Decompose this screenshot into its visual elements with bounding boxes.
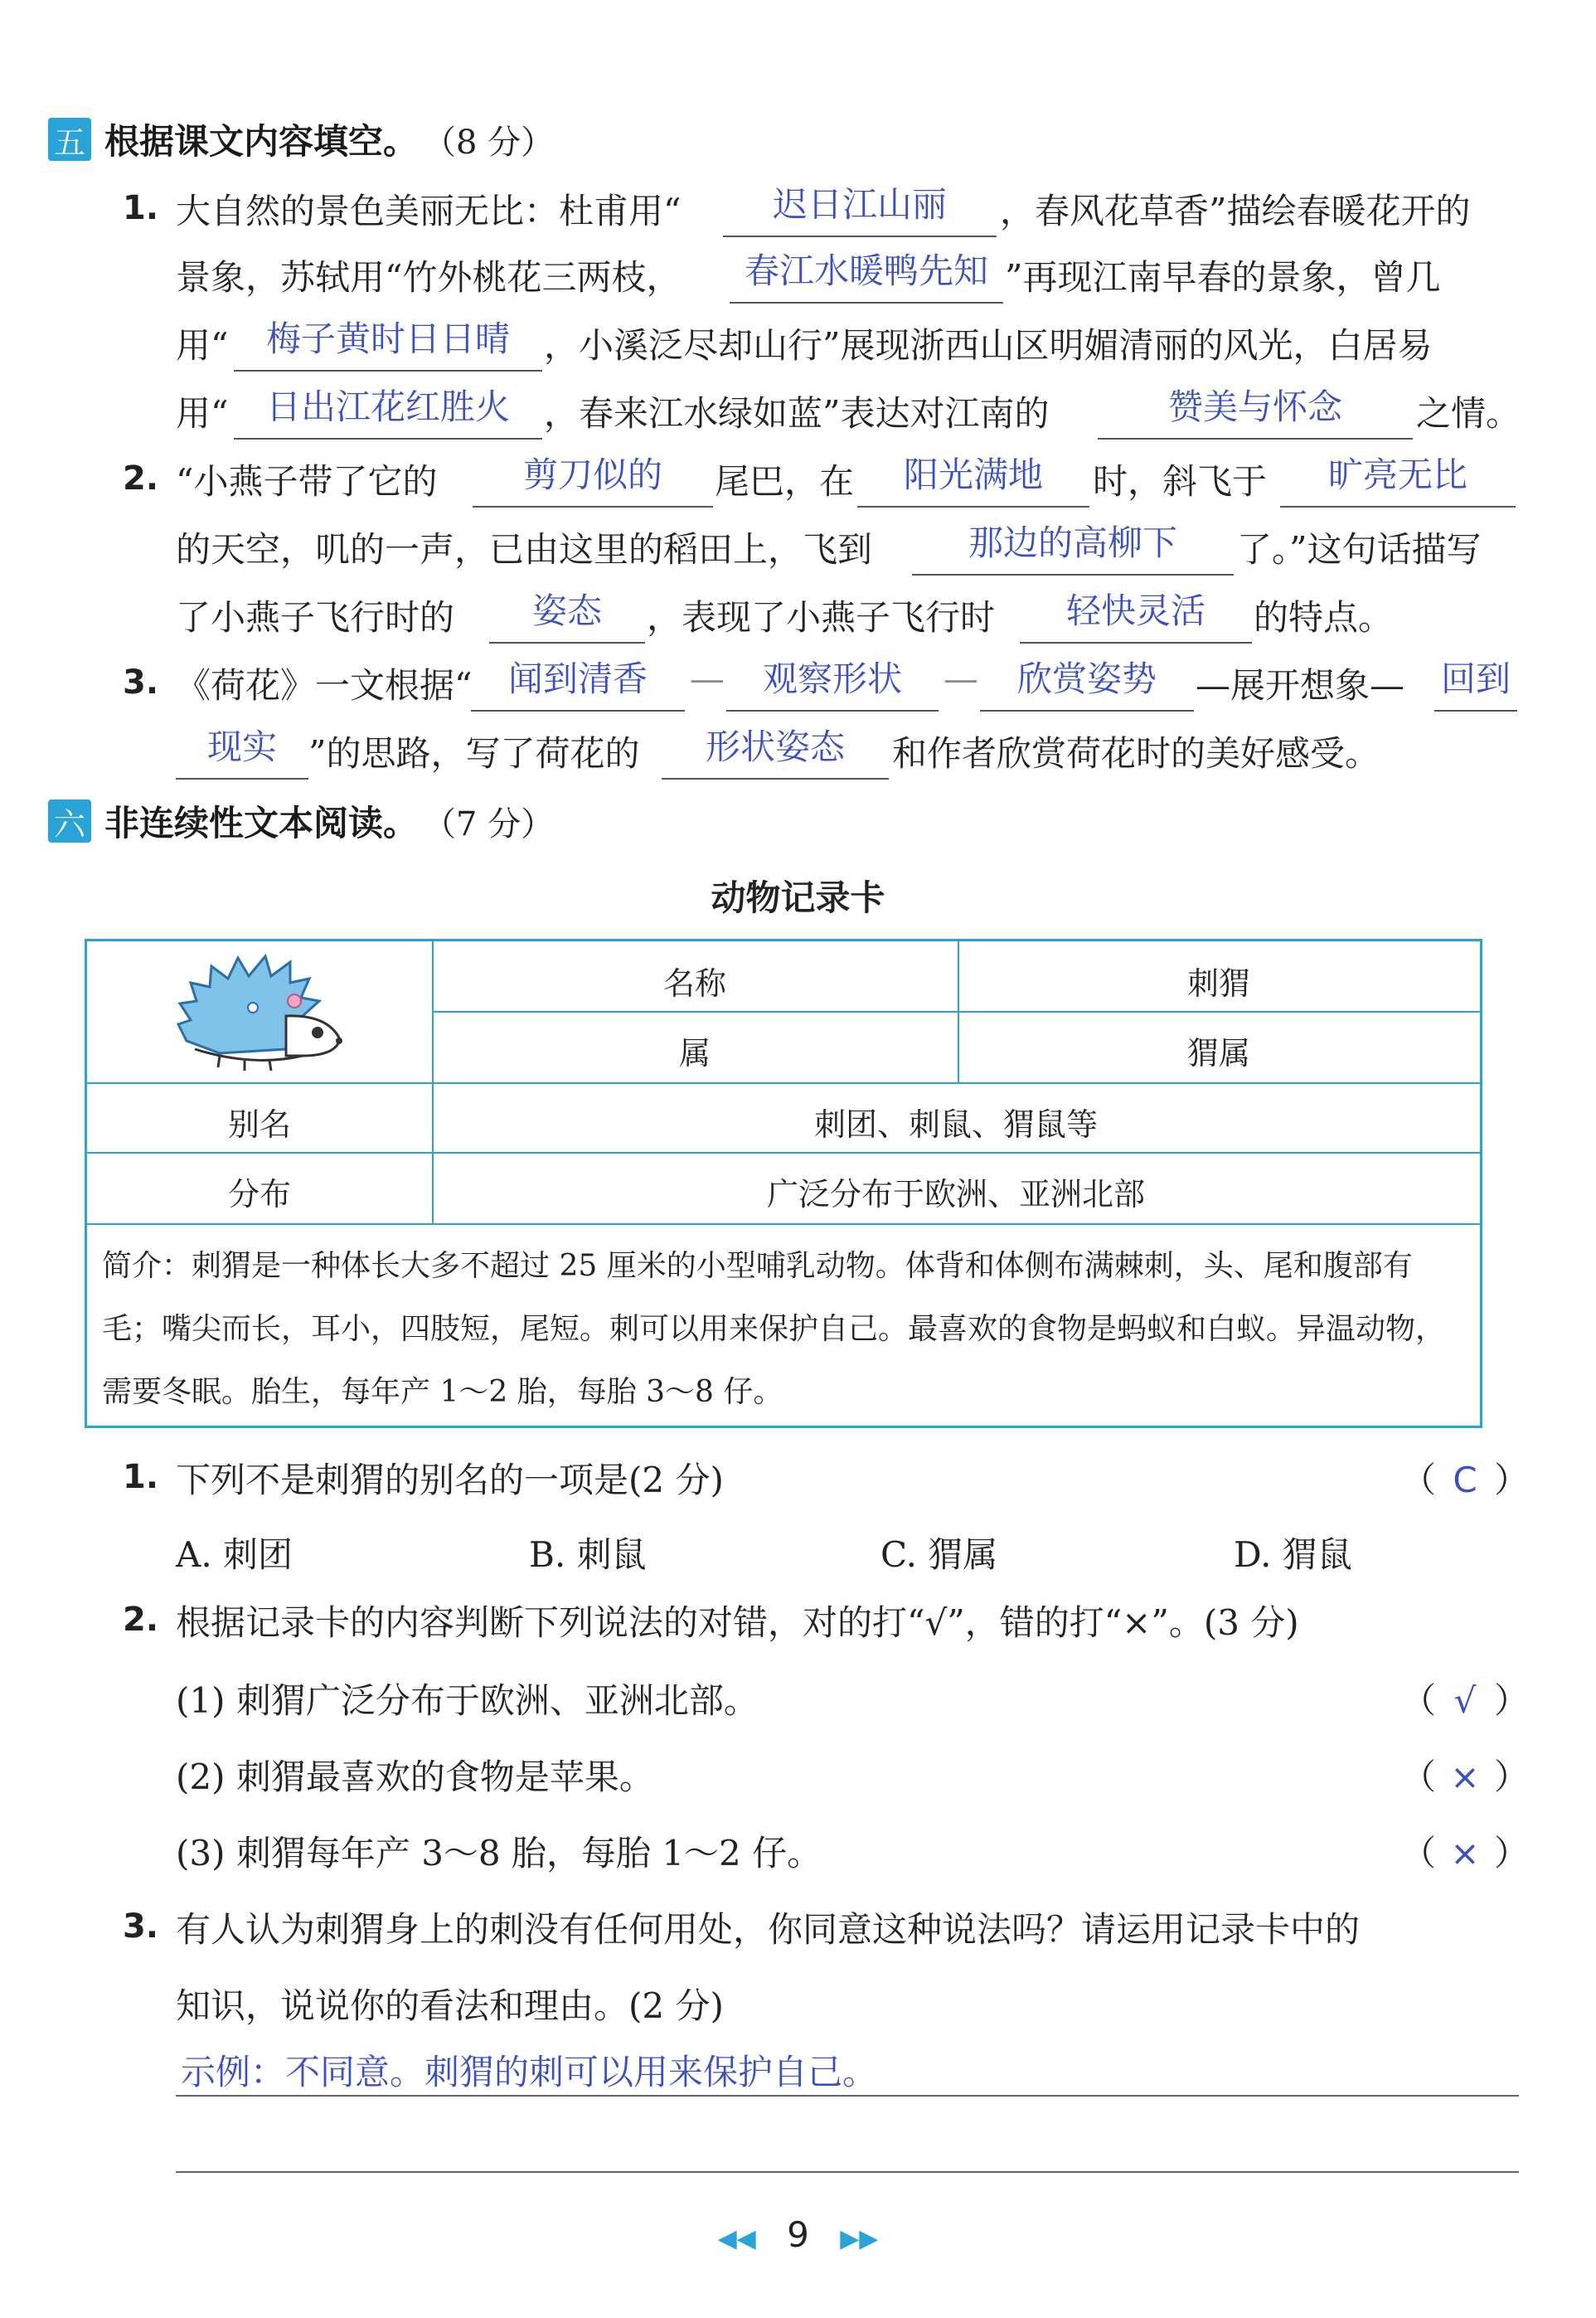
- answer-blank[interactable]: [723, 182, 997, 237]
- answer-blank[interactable]: [234, 317, 542, 372]
- section-5-title: 根据课文内容填空。: [104, 121, 419, 162]
- option-a: A. 刺团: [176, 1534, 293, 1575]
- record-card-title: 动物记录卡: [711, 877, 885, 918]
- answer-line-2: [176, 2171, 1519, 2173]
- answer-line-1: [176, 2095, 1519, 2097]
- section-5-heading: [48, 116, 554, 163]
- label-genus: 属: [678, 1035, 711, 1072]
- section-6-badge: 六: [48, 799, 91, 843]
- handwritten-answer: 欣赏姿势: [1016, 658, 1157, 699]
- prev-arrows-icon: ◀◀: [717, 2224, 756, 2253]
- text: 用“: [176, 393, 229, 434]
- text: ，春风花草香”描绘春暖花开的: [1000, 191, 1471, 231]
- handwritten-answer: 那边的高柳下: [968, 522, 1177, 563]
- text: ，表现了小燕子飞行时: [647, 597, 996, 638]
- answer-blank[interactable]: [1098, 385, 1413, 440]
- paren-open: （: [1401, 1460, 1437, 1500]
- answer-blank[interactable]: [1434, 657, 1517, 712]
- answer-blank[interactable]: [980, 657, 1194, 712]
- handwritten-answer: ×: [1450, 1757, 1480, 1797]
- text: 了。”这句话描写: [1237, 529, 1482, 570]
- question-text-line-2: 知识，说说你的看法和理由。(2 分): [176, 1985, 724, 2026]
- grid-line: [87, 1082, 1480, 1084]
- text: 尾巴，在: [715, 461, 855, 502]
- section-5-score: （8 分）: [423, 123, 555, 162]
- handwritten-answer: 剪刀似的: [522, 454, 662, 495]
- handwritten-answer: 梅子黄时日日晴: [265, 318, 510, 359]
- text: ”再现江南早春的景象，曾几: [1005, 257, 1441, 298]
- option-b: B. 刺鼠: [529, 1534, 647, 1575]
- answer-blank[interactable]: [662, 725, 889, 780]
- answer-paren[interactable]: [1401, 1674, 1529, 1723]
- answer-blank[interactable]: [730, 249, 1003, 304]
- question-number: 3.: [123, 1907, 159, 1946]
- answer-blank[interactable]: [857, 453, 1089, 508]
- question-number: 1.: [123, 1458, 159, 1496]
- question-text-line-1: 有人认为刺猬身上的刺没有任何用处，你同意这种说法吗？请运用记录卡中的: [176, 1909, 1361, 1950]
- question-number: 1.: [123, 189, 159, 227]
- next-arrows-icon: ▶▶: [840, 2224, 879, 2253]
- handwritten-answer: 回到: [1440, 658, 1511, 699]
- value-name: 刺猬: [1186, 965, 1250, 1002]
- handwritten-answer: 轻快灵活: [1065, 590, 1205, 631]
- value-genus: 猬属: [1186, 1035, 1250, 1072]
- section-6-score: （7 分）: [423, 804, 555, 843]
- paren-open: （: [1401, 1680, 1437, 1721]
- card-intro: 简介：刺猬是一种体长大多不超过 25 厘米的小型哺乳动物。体背和体侧布满棘刺，头、尾和腹部有毛；嘴尖而长，耳小，四肢短，尾短。刺可以用来保护自己。最喜欢的食物是蚂蚁和白蚁。异温动物，需要冬眠。胎生，每年产 1～2 胎，每胎 3～8 仔。: [102, 1249, 1446, 1409]
- label-name: 名称: [662, 965, 726, 1002]
- text: ，小溪泛尽却山行”展现浙西山区明媚清丽的风光，白居易: [544, 325, 1433, 366]
- paren-open: （: [1401, 1833, 1437, 1873]
- paren-close: ）: [1494, 1460, 1530, 1500]
- answer-blank[interactable]: [1020, 589, 1252, 644]
- grid-line: [432, 1011, 1480, 1013]
- handwritten-answer: 迟日江山丽: [772, 184, 947, 225]
- text: 景象，苏轼用“竹外桃花三两枝，: [176, 257, 682, 298]
- value-alias: 刺团、刺鼠、猬鼠等: [813, 1106, 1098, 1143]
- text: —展开想象—: [1196, 665, 1405, 706]
- grid-line: [87, 1223, 1480, 1225]
- answer-blank[interactable]: [471, 657, 685, 712]
- paren-close: ）: [1494, 1757, 1530, 1797]
- hedgehog-illustration: [170, 950, 352, 1074]
- label-distribution: 分布: [227, 1176, 291, 1212]
- text: 用“: [176, 325, 229, 366]
- question-number: 3.: [123, 663, 159, 702]
- value-distribution: 广泛分布于欧洲、亚洲北部: [766, 1176, 1145, 1212]
- handwritten-answer: 观察形状: [762, 658, 902, 699]
- record-card: [85, 939, 1482, 1428]
- dash: —: [690, 658, 725, 699]
- paren-open: （: [1401, 1757, 1437, 1797]
- handwritten-answer: 春江水暖鸭先知: [744, 250, 988, 291]
- paren-close: ）: [1494, 1833, 1530, 1873]
- question-text: 根据记录卡的内容判断下列说法的对错，对的打“√”，错的打“×”。(3 分): [176, 1602, 1299, 1643]
- handwritten-answer[interactable]: 示例：不同意。刺猬的刺可以用来保护自己。: [181, 2052, 878, 2092]
- handwritten-answer: √: [1453, 1680, 1477, 1721]
- statement-1: (1) 刺猬广泛分布于欧洲、亚洲北部。: [176, 1680, 759, 1721]
- text: 大自然的景色美丽无比：杜甫用“: [176, 191, 682, 231]
- handwritten-answer: 日出江花红胜火: [265, 386, 510, 427]
- answer-blank[interactable]: [1280, 453, 1516, 508]
- section-6-title: 非连续性文本阅读。: [104, 803, 419, 843]
- text: 《荷花》一文根据“: [176, 665, 473, 706]
- handwritten-answer: 赞美与怀念: [1167, 386, 1342, 427]
- answer-blank[interactable]: [912, 521, 1234, 576]
- text: 的天空，叽的一声，已由这里的稻田上，飞到: [176, 529, 873, 570]
- paren-close: ）: [1494, 1680, 1530, 1721]
- text: 时，斜飞于: [1093, 461, 1268, 502]
- handwritten-answer: 旷亮无比: [1327, 454, 1467, 495]
- page-footer: [0, 2214, 1596, 2255]
- section-5-badge: 五: [48, 118, 91, 161]
- handwritten-answer: 姿态: [531, 590, 602, 631]
- statement-2: (2) 刺猬最喜欢的食物是苹果。: [176, 1757, 654, 1797]
- answer-blank[interactable]: [489, 589, 645, 644]
- handwritten-answer: 阳光满地: [903, 454, 1043, 495]
- handwritten-answer: 形状姿态: [705, 727, 845, 767]
- dash: —: [944, 658, 978, 699]
- text: 之情。: [1416, 393, 1521, 434]
- grid-line: [87, 1152, 1480, 1154]
- answer-blank[interactable]: [473, 453, 713, 508]
- handwritten-answer: 闻到清香: [507, 658, 648, 699]
- text: ”的思路，写了荷花的: [308, 733, 640, 774]
- section-6-heading: [48, 798, 554, 844]
- answer-paren[interactable]: [1401, 1750, 1529, 1800]
- option-c: C. 猬属: [880, 1534, 998, 1575]
- answer-blank[interactable]: [234, 385, 542, 440]
- question-number: 2.: [123, 1601, 159, 1639]
- question-number: 2.: [123, 459, 159, 498]
- label-alias: 别名: [227, 1106, 291, 1143]
- handwritten-answer: 现实: [206, 727, 277, 767]
- text: 了小燕子飞行时的: [176, 597, 455, 638]
- handwritten-answer: ×: [1450, 1833, 1480, 1873]
- text: ，春来江水绿如蓝”表达对江南的: [544, 393, 1050, 434]
- statement-3: (3) 刺猬每年产 3～8 胎，每胎 1～2 仔。: [176, 1833, 822, 1873]
- text: 和作者欣赏荷花时的美好感受。: [892, 733, 1380, 774]
- handwritten-answer: C: [1453, 1460, 1477, 1500]
- answer-paren[interactable]: [1401, 1453, 1529, 1503]
- text: 的特点。: [1254, 597, 1394, 638]
- page-number: 9: [787, 2214, 809, 2255]
- text: “小燕子带了它的: [176, 461, 438, 502]
- answer-blank[interactable]: [176, 725, 308, 780]
- option-d: D. 猬鼠: [1234, 1534, 1352, 1575]
- answer-blank[interactable]: [726, 657, 939, 712]
- answer-paren[interactable]: [1401, 1826, 1529, 1876]
- question-text: 下列不是刺猬的别名的一项是(2 分): [176, 1460, 724, 1500]
